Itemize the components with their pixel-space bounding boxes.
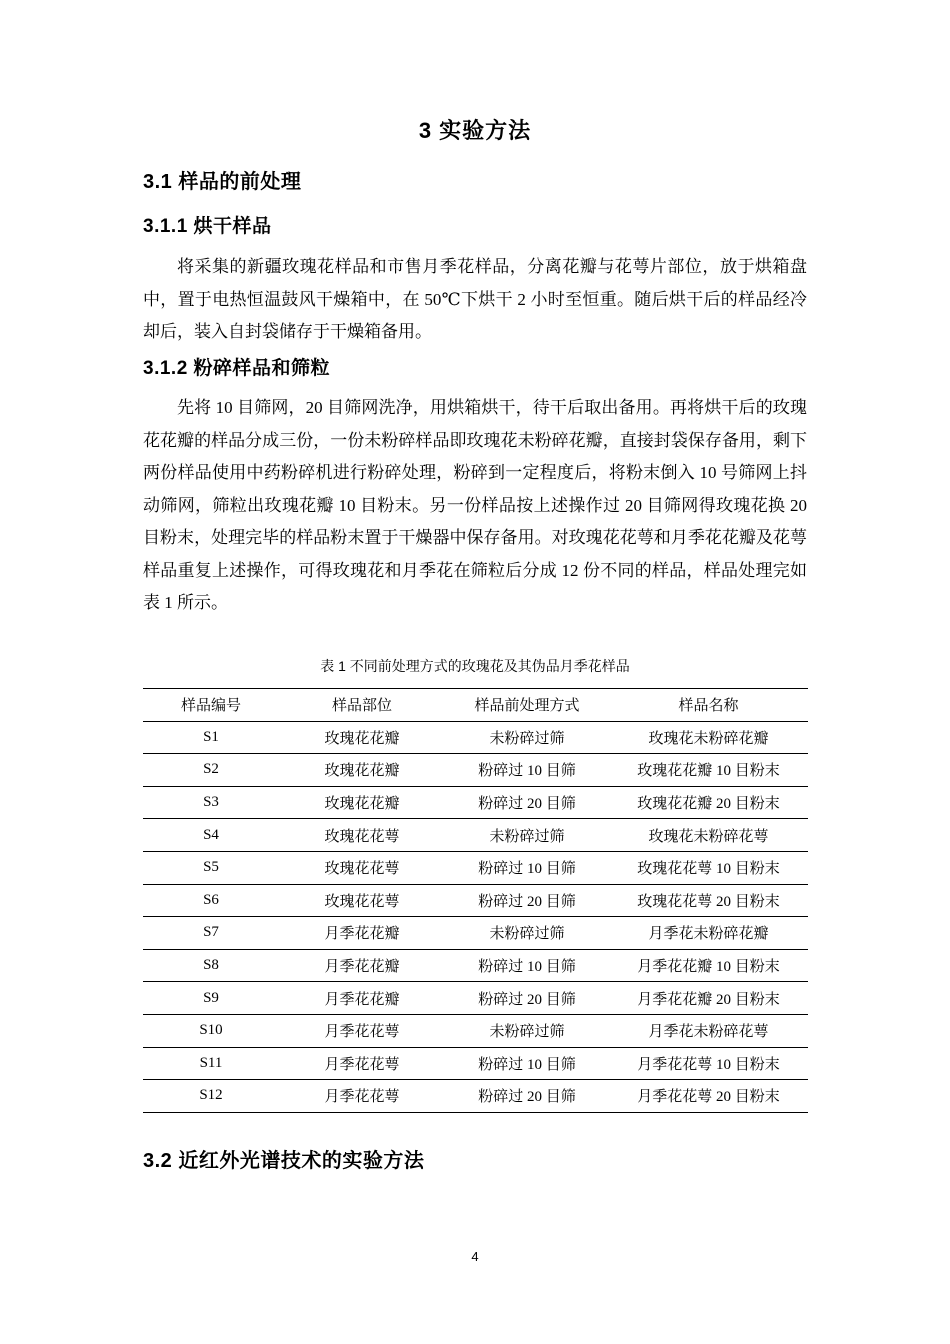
table-row [143, 884, 808, 917]
table-row [143, 917, 808, 950]
table-cell: S8 [143, 949, 279, 982]
section-3-1-1-heading: 3.1.1 烘干样品 [143, 216, 272, 237]
table-cell: 粉碎过 10 目筛 [445, 1047, 609, 1080]
table-row [143, 982, 808, 1015]
table-cell: 月季花花萼 [279, 1047, 445, 1080]
table-cell: 玫瑰花花瓣 20 目粉末 [609, 786, 808, 819]
section-3-1-2-heading: 3.1.2 粉碎样品和筛粒 [143, 358, 331, 379]
page-number: 4 [471, 1249, 479, 1264]
table-cell: 粉碎过 10 目筛 [445, 851, 609, 884]
table-row [143, 721, 808, 754]
table-cell: 玫瑰花花瓣 [279, 721, 445, 754]
table-cell: 玫瑰花花萼 [279, 884, 445, 917]
table-cell: 玫瑰花花萼 10 目粉末 [609, 851, 808, 884]
table-cell: 玫瑰花花萼 20 目粉末 [609, 884, 808, 917]
table-row [143, 1014, 808, 1047]
table-cell: 粉碎过 20 目筛 [445, 884, 609, 917]
table-header-cell: 样品部位 [279, 689, 445, 722]
table-row [143, 851, 808, 884]
table-cell: 月季花花瓣 [279, 982, 445, 1015]
section-3-1-2-paragraph: 先将 10 目筛网，20 目筛网洗净，用烘箱烘干，待干后取出备用。再将烘干后的玫瑰花花瓣的样品分成三份，一份未粉碎样品即玫瑰花未粉碎花瓣，直接封袋保存备用，剩下两份样品使用中药粉碎机进行粉碎处理，粉碎到一定程度后，将粉末倒入 10 号筛网上抖动筛网，筛粒出玫瑰花瓣 10 目粉末。另一份样品按上述操作过 20 目筛网得玫瑰花换 20 目粉末，处理完毕的样品粉末置于干燥器中保存备用。对玫瑰花花萼和月季花花瓣及花萼样品重复上述操作，可得玫瑰花和月季花在筛粒后分成 12 份不同的样品，样品处理完如表 1 所示。 [143, 398, 807, 612]
table-cell: 未粉碎过筛 [445, 1014, 609, 1047]
table-header-cell: 样品名称 [609, 689, 808, 722]
table-cell: 月季花花瓣 [279, 917, 445, 950]
table-cell: S3 [143, 786, 279, 819]
table-cell: 粉碎过 20 目筛 [445, 1080, 609, 1113]
table-row [143, 754, 808, 787]
table-row [143, 1047, 808, 1080]
table-cell: 玫瑰花未粉碎花瓣 [609, 721, 808, 754]
table-row [143, 786, 808, 819]
table-cell: 月季花花瓣 [279, 949, 445, 982]
table-row [143, 819, 808, 852]
table-cell: S12 [143, 1080, 279, 1113]
table-cell: 未粉碎过筛 [445, 819, 609, 852]
table-cell: 月季花花萼 [279, 1014, 445, 1047]
section-3-2-heading: 3.2 近红外光谱技术的实验方法 [143, 1150, 425, 1172]
table-cell: S1 [143, 721, 279, 754]
table-cell: 月季花花瓣 10 目粉末 [609, 949, 808, 982]
table-cell: 粉碎过 20 目筛 [445, 786, 609, 819]
table-cell: S6 [143, 884, 279, 917]
table-cell: 未粉碎过筛 [445, 917, 609, 950]
table-cell: S7 [143, 917, 279, 950]
table-header-row [143, 689, 808, 722]
table-cell: 月季花未粉碎花瓣 [609, 917, 808, 950]
table-cell: 月季花花瓣 20 目粉末 [609, 982, 808, 1015]
table-cell: 未粉碎过筛 [445, 721, 609, 754]
table-cell: S9 [143, 982, 279, 1015]
table-cell: 玫瑰花花萼 [279, 851, 445, 884]
table-cell: 月季花花萼 20 目粉末 [609, 1080, 808, 1113]
table-cell: 月季花花萼 10 目粉末 [609, 1047, 808, 1080]
table-row [143, 949, 808, 982]
table-cell: 玫瑰花花瓣 [279, 754, 445, 787]
table-cell: 玫瑰花花瓣 10 目粉末 [609, 754, 808, 787]
table-cell: 月季花未粉碎花萼 [609, 1014, 808, 1047]
table-cell: S2 [143, 754, 279, 787]
table-1-caption: 表 1 不同前处理方式的玫瑰花及其伪品月季花样品 [320, 658, 630, 674]
table-cell: S10 [143, 1014, 279, 1047]
table-cell: 玫瑰花花瓣 [279, 786, 445, 819]
section-3-1-1-paragraph: 将采集的新疆玫瑰花样品和市售月季花样品，分离花瓣与花萼片部位，放于烘箱盘中，置于电热恒温鼓风干燥箱中，在 50℃下烘干 2 小时至恒重。随后烘干后的样品经冷却后，装入自封袋储存于干燥箱备用。 [143, 257, 807, 341]
table-row [143, 1080, 808, 1113]
table-header-cell: 样品前处理方式 [445, 689, 609, 722]
table-cell: S5 [143, 851, 279, 884]
table-header-cell: 样品编号 [143, 689, 279, 722]
section-3-1-heading: 3.1 样品的前处理 [143, 171, 302, 193]
table-cell: S11 [143, 1047, 279, 1080]
chapter-title: 3 实验方法 [418, 118, 532, 143]
table-cell: 粉碎过 10 目筛 [445, 754, 609, 787]
table-cell: 粉碎过 20 目筛 [445, 982, 609, 1015]
table-cell: S4 [143, 819, 279, 852]
table-cell: 粉碎过 10 目筛 [445, 949, 609, 982]
table-1 [143, 688, 808, 1113]
table-cell: 玫瑰花花萼 [279, 819, 445, 852]
table-cell: 月季花花萼 [279, 1080, 445, 1113]
table-cell: 玫瑰花未粉碎花萼 [609, 819, 808, 852]
